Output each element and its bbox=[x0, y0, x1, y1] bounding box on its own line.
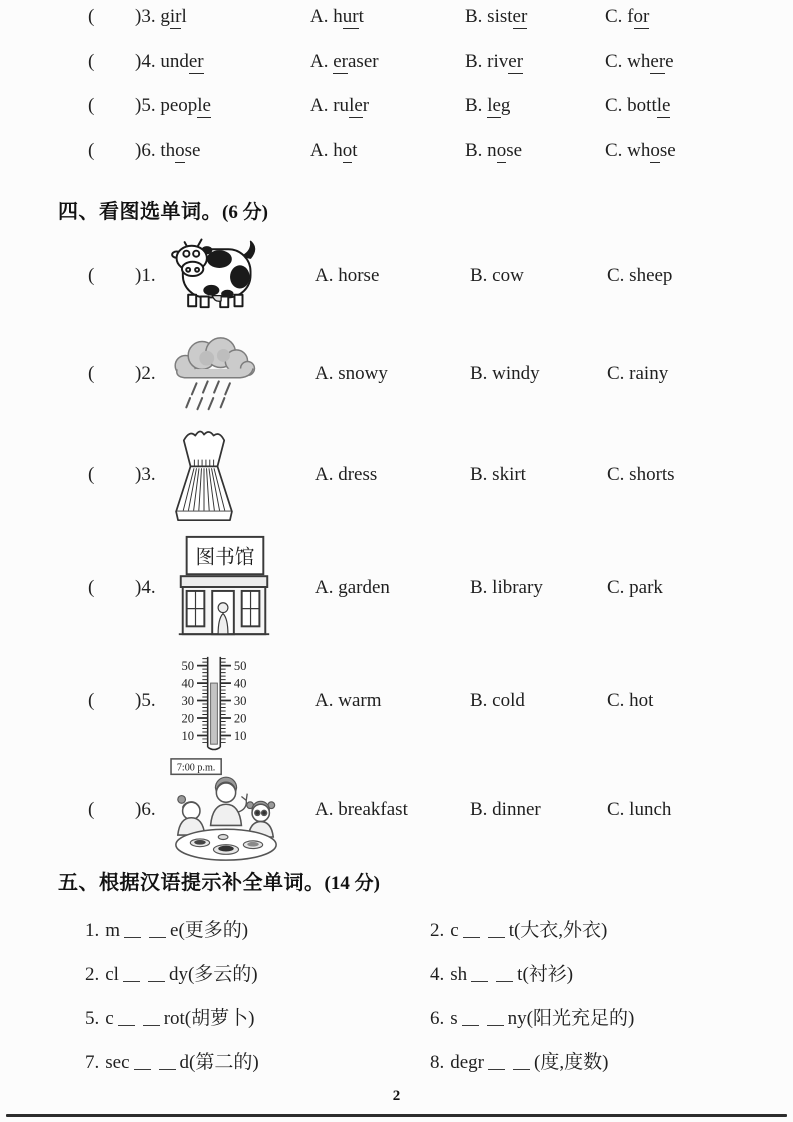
dinner-time-label: 7:00 p.m. bbox=[176, 762, 216, 774]
answer-bracket: ( bbox=[88, 799, 95, 820]
chinese-hint: (阳光充足的) bbox=[526, 1007, 635, 1029]
option-c: C. park bbox=[607, 577, 663, 598]
option-a: A. eraser bbox=[310, 50, 379, 72]
option-b: B. nose bbox=[465, 139, 523, 161]
answer-blank bbox=[118, 1011, 135, 1026]
option-a: A. breakfast bbox=[315, 799, 408, 820]
answer-blank bbox=[123, 967, 140, 982]
picture-question-row bbox=[0, 528, 793, 648]
fill-item: 2. c t(大衣,外衣) bbox=[430, 919, 608, 941]
library-image bbox=[165, 531, 315, 645]
question-number: )1. bbox=[135, 265, 156, 286]
answer-blank bbox=[159, 1055, 176, 1070]
option-c: C. for bbox=[605, 6, 650, 27]
library-sign-text: 图书馆 bbox=[195, 546, 255, 569]
chinese-hint: (更多的) bbox=[178, 919, 249, 941]
matching-section bbox=[0, 0, 793, 184]
option-a: A. hot bbox=[310, 139, 358, 161]
answer-blank bbox=[463, 923, 480, 938]
question-number: )6. bbox=[135, 799, 156, 820]
matching-row bbox=[0, 51, 793, 96]
answer-blank bbox=[124, 923, 141, 938]
page-number: 2 bbox=[392, 1088, 401, 1104]
answer-blank bbox=[462, 1011, 479, 1026]
section4-title: 四、看图选单词。(6 分) bbox=[58, 201, 268, 223]
fill-item: 6. s ny(阳光充足的) bbox=[430, 1007, 635, 1029]
answer-blank bbox=[134, 1055, 151, 1070]
option-b: B. leg bbox=[465, 95, 511, 116]
rain-cloud-image bbox=[165, 330, 315, 418]
thermo-scale-label: 30 bbox=[181, 693, 195, 708]
answer-bracket: ( bbox=[88, 95, 95, 116]
answer-blank bbox=[471, 967, 488, 982]
option-a: A. warm bbox=[315, 690, 382, 711]
picture-question-row bbox=[0, 754, 793, 866]
option-c: C. whose bbox=[605, 139, 676, 161]
picture-question-row bbox=[0, 648, 793, 754]
page-bottom-rule bbox=[6, 1114, 787, 1117]
answer-bracket: ( bbox=[88, 690, 95, 711]
option-c: C. shorts bbox=[607, 464, 675, 485]
question-number: )4. bbox=[135, 577, 156, 598]
answer-blank bbox=[513, 1055, 530, 1070]
chinese-hint: (大衣,外衣) bbox=[513, 919, 608, 941]
answer-bracket: ( bbox=[88, 6, 95, 27]
thermo-scale-label: 20 bbox=[181, 710, 195, 725]
answer-blank bbox=[496, 967, 513, 982]
fill-item: 1. m e(更多的) bbox=[85, 919, 249, 941]
dinner-image bbox=[165, 756, 315, 864]
option-b: B. skirt bbox=[470, 464, 526, 485]
fill-item: 2. cl dy(多云的) bbox=[85, 963, 258, 985]
fill-row bbox=[0, 950, 793, 994]
answer-blank bbox=[488, 1055, 505, 1070]
option-a: A. dress bbox=[315, 464, 378, 485]
thermo-scale-label: 10 bbox=[233, 728, 247, 743]
option-a: A. garden bbox=[315, 577, 390, 598]
option-c: C. hot bbox=[607, 690, 654, 711]
question-word: )4. under bbox=[135, 50, 204, 72]
thermo-scale-label: 40 bbox=[181, 675, 195, 690]
section5-title: 五、根据汉语提示补全单词。(14 分) bbox=[58, 872, 380, 894]
answer-bracket: ( bbox=[88, 265, 95, 286]
option-b: B. river bbox=[465, 50, 524, 72]
question-number: )3. bbox=[135, 464, 156, 485]
chinese-hint: (胡萝卜) bbox=[184, 1007, 255, 1029]
fill-section bbox=[0, 898, 793, 1082]
answer-bracket: ( bbox=[88, 577, 95, 598]
thermo-scale-label: 20 bbox=[233, 710, 247, 725]
option-c: C. bottle bbox=[605, 95, 671, 116]
answer-bracket: ( bbox=[88, 363, 95, 384]
chinese-hint: (衬衫) bbox=[522, 963, 574, 985]
option-b: B. cold bbox=[470, 690, 525, 711]
option-c: C. where bbox=[605, 50, 674, 72]
answer-bracket: ( bbox=[88, 139, 95, 161]
option-a: A. hurt bbox=[310, 6, 364, 27]
matching-row bbox=[0, 95, 793, 140]
fill-item: 7. sec d(第二的) bbox=[85, 1051, 259, 1073]
question-number: )5. bbox=[135, 690, 156, 711]
thermo-scale-label: 40 bbox=[233, 675, 247, 690]
option-b: B. library bbox=[470, 577, 543, 598]
question-word: )6. those bbox=[135, 139, 201, 161]
thermo-scale-label: 50 bbox=[233, 658, 247, 673]
fill-item: 5. c rot(胡萝卜) bbox=[85, 1007, 255, 1029]
answer-blank bbox=[143, 1011, 160, 1026]
cow-image bbox=[165, 234, 315, 318]
fill-row bbox=[0, 994, 793, 1038]
option-b: B. windy bbox=[470, 363, 540, 384]
fill-row bbox=[0, 906, 793, 950]
matching-row bbox=[0, 140, 793, 185]
option-b: B. dinner bbox=[470, 799, 541, 820]
option-b: B. sister bbox=[465, 6, 528, 27]
chinese-hint: (第二的) bbox=[189, 1051, 259, 1073]
answer-blank bbox=[488, 923, 505, 938]
question-number: )2. bbox=[135, 363, 156, 384]
option-b: B. cow bbox=[470, 265, 524, 286]
thermo-scale-label: 30 bbox=[233, 693, 247, 708]
dress-image bbox=[165, 425, 315, 525]
thermometer-image bbox=[165, 651, 315, 752]
option-a: A. ruler bbox=[310, 95, 370, 116]
answer-blank bbox=[149, 923, 166, 938]
fill-item: 4. sh t(衬衫) bbox=[430, 963, 574, 985]
option-c: C. rainy bbox=[607, 363, 669, 384]
picture-question-row bbox=[0, 326, 793, 422]
thermo-scale-label: 10 bbox=[181, 728, 195, 743]
picture-question-row bbox=[0, 226, 793, 326]
answer-bracket: ( bbox=[88, 50, 95, 72]
option-c: C. sheep bbox=[607, 265, 673, 286]
option-a: A. snowy bbox=[315, 363, 388, 384]
option-a: A. horse bbox=[315, 265, 380, 286]
fill-item: 8. degr (度,度数) bbox=[430, 1051, 609, 1073]
matching-row bbox=[0, 6, 793, 51]
section4-score: (6 分) bbox=[222, 202, 268, 223]
section5-score: (14 分) bbox=[324, 873, 380, 894]
picture-question-row bbox=[0, 422, 793, 528]
question-word: )5. people bbox=[135, 95, 211, 116]
fill-row bbox=[0, 1038, 793, 1082]
answer-blank bbox=[148, 967, 165, 982]
thermo-scale-label: 50 bbox=[181, 658, 195, 673]
chinese-hint: (多云的) bbox=[187, 963, 258, 985]
answer-bracket: ( bbox=[88, 464, 95, 485]
answer-blank bbox=[487, 1011, 504, 1026]
chinese-hint: (度,度数) bbox=[534, 1051, 609, 1073]
option-c: C. lunch bbox=[607, 799, 672, 820]
question-word: )3. girl bbox=[135, 6, 187, 27]
